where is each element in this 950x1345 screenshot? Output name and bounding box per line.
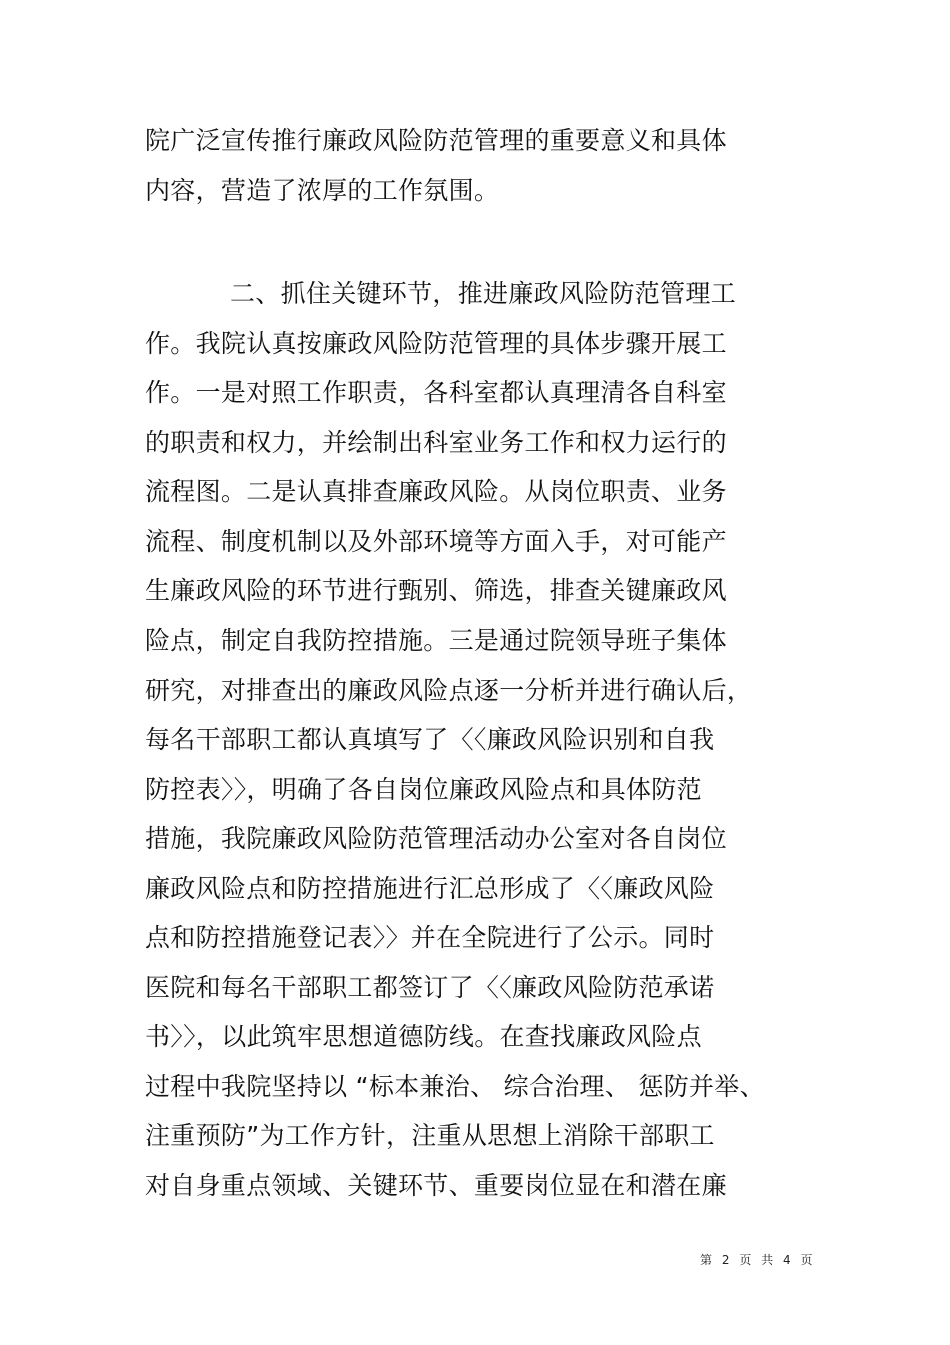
section-heading-line: 二、抓住关键环节，推进廉政风险防范管理工 [230, 279, 737, 308]
body-line: 研究，对排查出的廉政风险点逐一分析并进行确认后， [145, 676, 753, 705]
footer-total-unit: 页 [800, 1253, 814, 1267]
body-line: 险点，制定自我防控措施。三是通过院领导班子集体 [145, 626, 727, 655]
body-line: 点和防控措施登记表〉〉并在全院进行了公示。同时 [145, 923, 715, 952]
footer-total-prefix: 共 [761, 1253, 775, 1267]
body-line: 作。我院认真按廉政风险防范管理的具体步骤开展工 [145, 329, 727, 358]
body-line: 流程图。二是认真排查廉政风险。从岗位职责、业务 [145, 477, 727, 506]
body-line: 措施，我院廉政风险防范管理活动办公室对各自岗位 [145, 824, 727, 853]
footer-total-pages: 4 [783, 1253, 792, 1267]
body-line: 作。一是对照工作职责，各科室都认真理清各自科室 [145, 378, 727, 407]
page-footer [700, 1252, 817, 1268]
body-line: 医院和每名干部职工都签订了〈〈廉政风险防范承诺 [145, 973, 715, 1002]
body-line: 过程中我院坚持以 “标本兼治、 综合治理、 惩防并举、 [145, 1072, 765, 1101]
footer-page-number: 2 [721, 1253, 731, 1267]
footer-page-unit: 页 [739, 1253, 753, 1267]
body-line: 院广泛宣传推行廉政风险防范管理的重要意义和具体 [145, 126, 727, 155]
footer-prefix: 第 [700, 1253, 714, 1267]
body-line: 书〉〉，以此筑牢思想道德防线。在查找廉政风险点 [145, 1022, 702, 1051]
body-line: 流程、制度机制以及外部环境等方面入手，对可能产 [145, 527, 727, 556]
body-line: 的职责和权力，并绘制出科室业务工作和权力运行的 [145, 428, 727, 457]
body-line: 对自身重点领域、关键环节、重要岗位显在和潜在廉 [145, 1171, 727, 1200]
body-line: 注重预防”为工作方针，注重从思想上消除干部职工 [145, 1121, 715, 1150]
body-line: 廉政风险点和防控措施进行汇总形成了〈〈廉政风险 [145, 874, 715, 903]
body-line: 每名干部职工都认真填写了〈〈廉政风险识别和自我 [145, 725, 715, 754]
body-line: 生廉政风险的环节进行甄别、筛选，排查关键廉政风 [145, 576, 727, 605]
body-line: 内容，营造了浓厚的工作氛围。 [145, 176, 500, 205]
body-line: 防控表〉〉，明确了各自岗位廉政风险点和具体防范 [145, 775, 702, 804]
